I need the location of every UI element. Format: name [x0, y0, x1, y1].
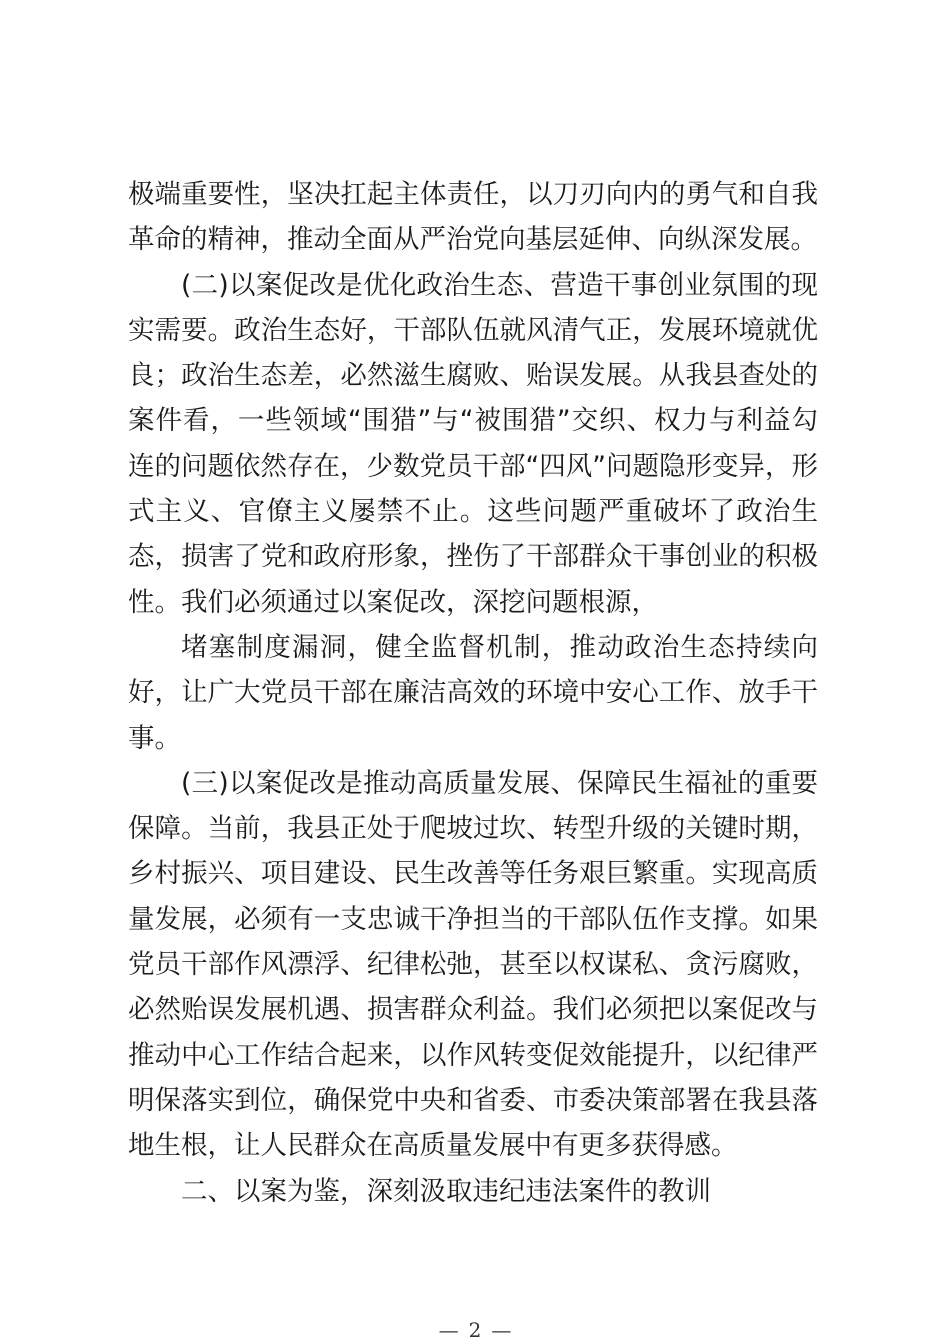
page-number: 2: [468, 1318, 482, 1342]
footer-dash-left: —: [438, 1318, 459, 1342]
paragraph-4: (三)以案促改是推动高质量发展、保障民生福祉的重要保障。当前，我县正处于爬坡过坎、转型升级的关键时期，乡村振兴、项目建设、民生改善等任务艰巨繁重。实现高质量发展，必须有一支忠诚干净担当的干部队伍作支撑。如果党员干部作风漂浮、纪律松弛，甚至以权谋私、贪污腐败，必然贻误发展机遇、损害群众利益。我们必须把以案促改与推动中心工作结合起来，以作风转变促效能提升，以纪律严明保落实到位，确保党中央和省委、市委决策部署在我县落地生根，让人民群众在高质量发展中有更多获得感。: [128, 767, 818, 1162]
paragraph-3: 堵塞制度漏洞，健全监督机制，推动政治生态持续向好，让广大党员干部在廉洁高效的环境中安心工作、放手干事。: [128, 631, 818, 754]
paragraph-1: 极端重要性，坚决扛起主体责任，以刀刃向内的勇气和自我革命的精神，推动全面从严治党向基层延伸、向纵深发展。: [128, 179, 818, 256]
document-body: [128, 172, 818, 1214]
page-footer: [0, 1318, 950, 1342]
section-heading: 二、以案为鉴，深刻汲取违纪违法案件的教训: [181, 1175, 711, 1207]
footer-dash-right: —: [491, 1318, 512, 1342]
paragraph-2: (二)以案促改是优化政治生态、营造干事创业氛围的现实需要。政治生态好，干部队伍就风清气正，发展环境就优良；政治生态差，必然滋生腐败、贻误发展。从我县查处的案件看，一些领域“围猎”与“被围猎”交织、权力与利益勾连的问题依然存在，少数党员干部“四风”问题隐形变异，形式主义、官僚主义屡禁不止。这些问题严重破坏了政治生态，损害了党和政府形象，挫伤了干部群众干事创业的积极性。我们必须通过以案促改，深挖问题根源，: [128, 269, 818, 618]
